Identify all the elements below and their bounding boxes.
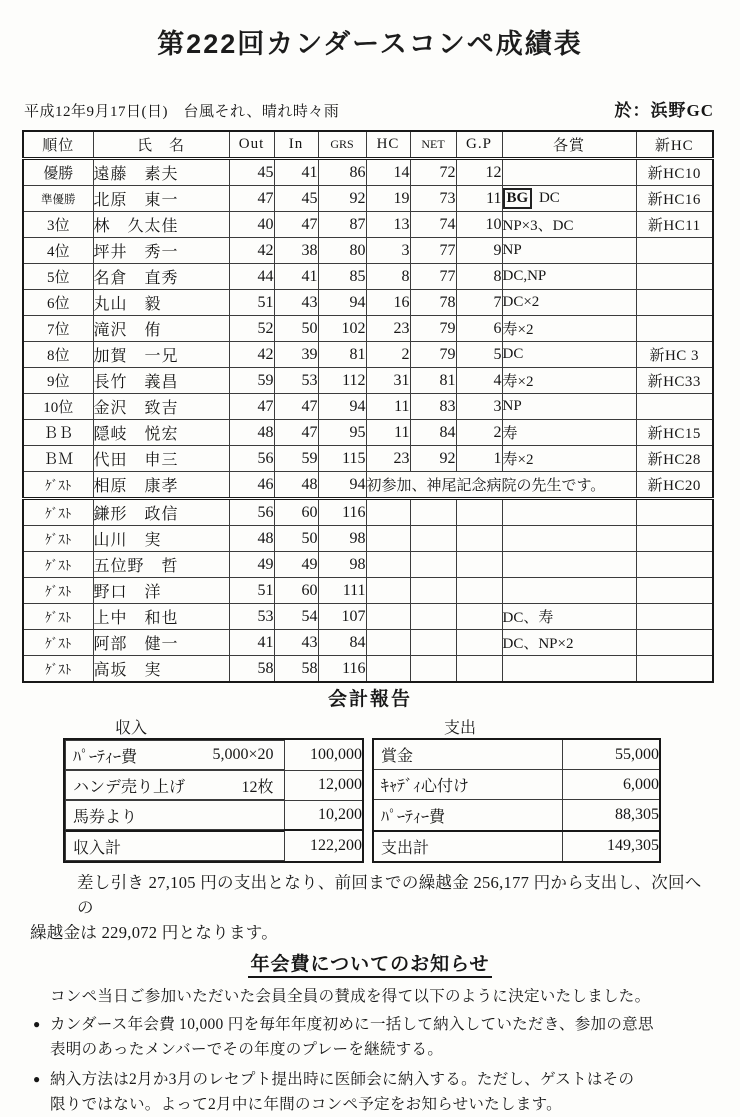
gp-cell <box>456 630 502 656</box>
hc-cell: 3 <box>366 238 410 264</box>
gp-cell: 2 <box>456 420 502 446</box>
grs-cell: 86 <box>318 159 366 186</box>
in-cell: 59 <box>274 446 318 472</box>
grs-cell: 116 <box>318 499 366 526</box>
name-cell: 林 久太佳 <box>93 212 229 238</box>
rank-cell: 7位 <box>23 316 93 342</box>
account-item <box>65 740 284 770</box>
hc-cell: 8 <box>366 264 410 290</box>
item-name: ハンデ売り上げ <box>73 778 186 796</box>
newhc-cell <box>636 656 713 683</box>
out-cell: 45 <box>229 159 274 186</box>
out-cell: 47 <box>229 186 274 212</box>
net-cell: 81 <box>410 368 456 394</box>
rank-cell: ｹﾞｽﾄ <box>23 552 93 578</box>
column-header: In <box>274 131 318 159</box>
name-cell: 北原 東一 <box>93 186 229 212</box>
name-cell: 五位野 哲 <box>93 552 229 578</box>
in-cell: 49 <box>274 552 318 578</box>
newhc-cell <box>636 238 713 264</box>
rank-cell: 5位 <box>23 264 93 290</box>
column-header: Out <box>229 131 274 159</box>
in-cell: 48 <box>274 472 318 499</box>
gp-cell: 8 <box>456 264 502 290</box>
net-cell <box>410 604 456 630</box>
account-amount: 149,305 <box>562 831 660 862</box>
hc-cell <box>366 604 410 630</box>
result-row <box>23 552 713 578</box>
newhc-cell <box>636 499 713 526</box>
gp-cell: 11 <box>456 186 502 212</box>
rank-cell: ＢＢ <box>23 420 93 446</box>
net-cell: 73 <box>410 186 456 212</box>
newhc-cell <box>636 604 713 630</box>
hc-cell <box>366 552 410 578</box>
grs-cell: 111 <box>318 578 366 604</box>
net-cell <box>410 578 456 604</box>
prize-cell: DC,NP <box>502 264 636 290</box>
prize-cell: 寿×2 <box>502 446 636 472</box>
newhc-cell <box>636 552 713 578</box>
prize-cell: 寿×2 <box>502 368 636 394</box>
note-cell: 初参加、神尾記念病院の先生です。 <box>366 472 636 499</box>
grs-cell: 81 <box>318 342 366 368</box>
gp-cell: 1 <box>456 446 502 472</box>
out-cell: 51 <box>229 578 274 604</box>
hc-cell: 11 <box>366 420 410 446</box>
gp-cell: 12 <box>456 159 502 186</box>
net-cell: 83 <box>410 394 456 420</box>
newhc-cell <box>636 526 713 552</box>
in-cell: 54 <box>274 604 318 630</box>
prize-cell <box>502 578 636 604</box>
result-row <box>23 238 713 264</box>
rank-cell: ｹﾞｽﾄ <box>23 472 93 499</box>
name-cell: 遠藤 素夫 <box>93 159 229 186</box>
out-cell: 56 <box>229 446 274 472</box>
prize-cell: DC <box>502 342 636 368</box>
name-cell: 鎌形 政信 <box>93 499 229 526</box>
prize-cell: DC×2 <box>502 290 636 316</box>
item-qty: 5,000×20 <box>212 746 274 763</box>
account-item: 支出計 <box>373 831 562 862</box>
hc-cell: 19 <box>366 186 410 212</box>
account-amount: 122,200 <box>284 830 363 862</box>
grs-cell: 98 <box>318 552 366 578</box>
net-cell <box>410 656 456 683</box>
item-name: 収入計 <box>73 839 122 857</box>
hc-cell: 14 <box>366 159 410 186</box>
gp-cell <box>456 578 502 604</box>
net-cell: 78 <box>410 290 456 316</box>
column-header: 順位 <box>23 131 93 159</box>
grs-cell: 107 <box>318 604 366 630</box>
hc-cell <box>366 630 410 656</box>
account-row <box>64 800 363 830</box>
hc-cell <box>366 526 410 552</box>
accounting-tables <box>63 738 740 863</box>
prize-cell: NP×3、DC <box>502 212 636 238</box>
net-cell <box>410 526 456 552</box>
column-header: G.P <box>456 131 502 159</box>
rank-cell: ｹﾞｽﾄ <box>23 526 93 552</box>
hc-cell: 23 <box>366 316 410 342</box>
hc-cell: 2 <box>366 342 410 368</box>
in-cell: 38 <box>274 238 318 264</box>
net-cell <box>410 630 456 656</box>
newhc-cell <box>636 394 713 420</box>
prize-cell <box>502 159 636 186</box>
newhc-cell: 新HC11 <box>636 212 713 238</box>
summary-line: 差し引き 27,105 円の支出となり、前回までの繰越金 256,177 円から支出し、次回への <box>77 873 702 917</box>
name-cell: 山川 実 <box>93 526 229 552</box>
rank-cell: ＢＭ <box>23 446 93 472</box>
grs-cell: 85 <box>318 264 366 290</box>
grs-cell: 94 <box>318 472 366 499</box>
rank-cell: 3位 <box>23 212 93 238</box>
in-cell: 43 <box>274 630 318 656</box>
rank-cell: 6位 <box>23 290 93 316</box>
grs-cell: 94 <box>318 394 366 420</box>
gp-cell <box>456 526 502 552</box>
results-table <box>22 130 714 683</box>
bullet-line: 限りではない。よって2月中に年間のコンペ予定をお知らせいたします。 <box>50 1096 562 1113</box>
net-cell <box>410 552 456 578</box>
net-cell: 72 <box>410 159 456 186</box>
gp-cell: 6 <box>456 316 502 342</box>
newhc-cell <box>636 264 713 290</box>
newhc-cell: 新HC 3 <box>636 342 713 368</box>
accounting-heading: 会計報告 <box>327 689 412 710</box>
newhc-cell: 新HC16 <box>636 186 713 212</box>
column-header: HC <box>366 131 410 159</box>
income-label: 収入 <box>115 720 148 737</box>
name-cell: 金沢 致吉 <box>93 394 229 420</box>
prize-cell: DC、寿 <box>502 604 636 630</box>
rank-cell: ｹﾞｽﾄ <box>23 656 93 683</box>
account-row <box>64 770 363 800</box>
newhc-cell <box>636 578 713 604</box>
rank-cell: 4位 <box>23 238 93 264</box>
grs-cell: 95 <box>318 420 366 446</box>
out-cell: 42 <box>229 238 274 264</box>
result-row <box>23 578 713 604</box>
out-cell: 56 <box>229 499 274 526</box>
out-cell: 58 <box>229 656 274 683</box>
result-row <box>23 159 713 186</box>
column-header: 新HC <box>636 131 713 159</box>
grs-cell: 98 <box>318 526 366 552</box>
name-cell: 阿部 健一 <box>93 630 229 656</box>
in-cell: 60 <box>274 578 318 604</box>
rank-cell: ｹﾞｽﾄ <box>23 499 93 526</box>
out-cell: 47 <box>229 394 274 420</box>
rank-cell: 優勝 <box>23 159 93 186</box>
item-name: 馬券より <box>73 808 138 826</box>
page-title: 第222回カンダースコンペ成績表 <box>157 29 583 59</box>
result-row <box>23 499 713 526</box>
newhc-cell: 新HC33 <box>636 368 713 394</box>
rank-cell: 8位 <box>23 342 93 368</box>
name-cell: 野口 洋 <box>93 578 229 604</box>
net-cell: 79 <box>410 342 456 368</box>
hc-cell: 23 <box>366 446 410 472</box>
net-cell <box>410 499 456 526</box>
gp-cell: 7 <box>456 290 502 316</box>
venue-text: 於：浜野GC <box>614 101 714 120</box>
income-table <box>63 738 364 863</box>
result-row <box>23 394 713 420</box>
name-cell: 坪井 秀一 <box>93 238 229 264</box>
result-row <box>23 526 713 552</box>
newhc-cell: 新HC10 <box>636 159 713 186</box>
prize-cell: NP <box>502 238 636 264</box>
gp-cell: 4 <box>456 368 502 394</box>
in-cell: 60 <box>274 499 318 526</box>
notice-bullet <box>0 1012 740 1062</box>
prize-cell: DC、NP×2 <box>502 630 636 656</box>
newhc-cell <box>636 630 713 656</box>
account-item <box>65 800 284 830</box>
summary-line: 繰越金は 229,072 円となります。 <box>30 923 279 942</box>
out-cell: 59 <box>229 368 274 394</box>
in-cell: 45 <box>274 186 318 212</box>
accounting-labels <box>0 715 740 736</box>
bullet-line: 表明のあったメンバーでその年度のプレーを継続する。 <box>50 1041 444 1058</box>
net-cell: 77 <box>410 238 456 264</box>
account-row <box>373 800 660 831</box>
item-name: ﾊﾟｰﾃｨｰ費 <box>73 748 138 766</box>
in-cell: 41 <box>274 264 318 290</box>
notice-bullet <box>0 1067 740 1117</box>
account-row <box>373 770 660 800</box>
bg-prize-box: BG <box>503 188 533 209</box>
account-item <box>65 830 284 861</box>
result-row <box>23 446 713 472</box>
name-cell: 滝沢 侑 <box>93 316 229 342</box>
hc-cell: 13 <box>366 212 410 238</box>
date-weather-text: 平成12年9月17日(日) 台風それ、晴れ時々雨 <box>24 104 340 120</box>
result-row <box>23 264 713 290</box>
prize-cell <box>502 552 636 578</box>
hc-cell: 31 <box>366 368 410 394</box>
grs-cell: 94 <box>318 290 366 316</box>
gp-cell <box>456 552 502 578</box>
account-item: 賞金 <box>373 739 562 770</box>
hc-cell: 16 <box>366 290 410 316</box>
name-cell: 長竹 義昌 <box>93 368 229 394</box>
account-amount: 12,000 <box>284 770 363 800</box>
prize-cell <box>502 656 636 683</box>
out-cell: 46 <box>229 472 274 499</box>
prize-cell: 寿 <box>502 420 636 446</box>
name-cell: 上中 和也 <box>93 604 229 630</box>
out-cell: 44 <box>229 264 274 290</box>
out-cell: 40 <box>229 212 274 238</box>
gp-cell <box>456 656 502 683</box>
bullet-icon: ● <box>33 1072 41 1086</box>
grs-cell: 116 <box>318 656 366 683</box>
out-cell: 48 <box>229 526 274 552</box>
account-row <box>64 830 363 862</box>
net-cell: 77 <box>410 264 456 290</box>
rank-cell: ｹﾞｽﾄ <box>23 578 93 604</box>
out-cell: 48 <box>229 420 274 446</box>
item-qty: 12枚 <box>241 778 274 796</box>
column-header: GRS <box>318 131 366 159</box>
column-header: 氏 名 <box>93 131 229 159</box>
account-item: ｷｬﾃﾞｨ心付け <box>373 770 562 800</box>
result-row <box>23 342 713 368</box>
newhc-cell <box>636 316 713 342</box>
account-item <box>65 770 284 800</box>
in-cell: 41 <box>274 159 318 186</box>
bullet-icon: ● <box>33 1017 41 1031</box>
newhc-cell: 新HC20 <box>636 472 713 499</box>
dateline <box>24 96 714 121</box>
out-cell: 52 <box>229 316 274 342</box>
rank-cell: ｹﾞｽﾄ <box>23 604 93 630</box>
gp-cell: 5 <box>456 342 502 368</box>
grs-cell: 92 <box>318 186 366 212</box>
prize-cell: NP <box>502 394 636 420</box>
account-amount: 88,305 <box>562 800 660 831</box>
out-cell: 42 <box>229 342 274 368</box>
result-row <box>23 630 713 656</box>
in-cell: 50 <box>274 316 318 342</box>
in-cell: 39 <box>274 342 318 368</box>
in-cell: 47 <box>274 394 318 420</box>
in-cell: 47 <box>274 212 318 238</box>
name-cell: 隠岐 悦宏 <box>93 420 229 446</box>
result-row <box>23 186 713 212</box>
net-cell: 79 <box>410 316 456 342</box>
bullet-text <box>50 1067 634 1117</box>
notice-heading-text: 年会費についてのお知らせ <box>248 954 491 978</box>
result-row <box>23 212 713 238</box>
grs-cell: 87 <box>318 212 366 238</box>
out-cell: 49 <box>229 552 274 578</box>
name-cell: 高坂 実 <box>93 656 229 683</box>
account-amount: 100,000 <box>284 739 363 770</box>
expense-label: 支出 <box>444 720 477 737</box>
in-cell: 58 <box>274 656 318 683</box>
grs-cell: 115 <box>318 446 366 472</box>
prize-cell: 寿×2 <box>502 316 636 342</box>
net-cell: 92 <box>410 446 456 472</box>
account-row <box>373 739 660 770</box>
result-row <box>23 656 713 683</box>
out-cell: 51 <box>229 290 274 316</box>
account-amount: 10,200 <box>284 800 363 830</box>
result-row <box>23 290 713 316</box>
result-row <box>23 472 713 499</box>
account-row <box>373 831 660 862</box>
account-amount: 55,000 <box>562 739 660 770</box>
rank-cell: 9位 <box>23 368 93 394</box>
grs-cell: 84 <box>318 630 366 656</box>
hc-cell: 11 <box>366 394 410 420</box>
gp-cell: 10 <box>456 212 502 238</box>
notice-intro: コンペ当日ご参加いただいた会員全員の賛成を得て以下のように決定いたしました。 <box>50 988 651 1005</box>
prize-cell: BG DC <box>502 186 636 212</box>
net-cell: 74 <box>410 212 456 238</box>
grs-cell: 112 <box>318 368 366 394</box>
newhc-cell: 新HC28 <box>636 446 713 472</box>
grs-cell: 80 <box>318 238 366 264</box>
net-cell: 84 <box>410 420 456 446</box>
prize-cell <box>502 499 636 526</box>
balance-summary <box>30 870 714 945</box>
gp-cell: 3 <box>456 394 502 420</box>
account-row <box>64 739 363 770</box>
result-row <box>23 316 713 342</box>
result-row <box>23 368 713 394</box>
column-header: 各賞 <box>502 131 636 159</box>
results-header-row <box>23 131 713 159</box>
bullet-line: カンダース年会費 10,000 円を毎年年度初めに一括して納入していただき、参加の意思 <box>50 1016 654 1033</box>
notice-heading <box>0 949 740 976</box>
in-cell: 50 <box>274 526 318 552</box>
name-cell: 名倉 直秀 <box>93 264 229 290</box>
gp-cell <box>456 604 502 630</box>
name-cell: 加賀 一兄 <box>93 342 229 368</box>
account-item: ﾊﾟｰﾃｨｰ費 <box>373 800 562 831</box>
rank-cell: 準優勝 <box>23 186 93 212</box>
newhc-cell <box>636 290 713 316</box>
name-cell: 相原 康孝 <box>93 472 229 499</box>
out-cell: 41 <box>229 630 274 656</box>
grs-cell: 102 <box>318 316 366 342</box>
bullet-line: 納入方法は2月か3月のレセプト提出時に医師会に納入する。ただし、ゲストはその <box>50 1071 635 1088</box>
in-cell: 53 <box>274 368 318 394</box>
hc-cell <box>366 578 410 604</box>
gp-cell <box>456 499 502 526</box>
gp-cell: 9 <box>456 238 502 264</box>
bullet-text <box>50 1012 654 1062</box>
name-cell: 代田 申三 <box>93 446 229 472</box>
in-cell: 43 <box>274 290 318 316</box>
result-row <box>23 604 713 630</box>
column-header: NET <box>410 131 456 159</box>
prize-cell <box>502 526 636 552</box>
result-row <box>23 420 713 446</box>
rank-cell: ｹﾞｽﾄ <box>23 630 93 656</box>
expense-table <box>372 738 661 863</box>
hc-cell <box>366 656 410 683</box>
name-cell: 丸山 毅 <box>93 290 229 316</box>
rank-cell: 10位 <box>23 394 93 420</box>
hc-cell <box>366 499 410 526</box>
notice-bullet-list <box>0 1012 740 1117</box>
account-amount: 6,000 <box>562 770 660 800</box>
out-cell: 53 <box>229 604 274 630</box>
in-cell: 47 <box>274 420 318 446</box>
newhc-cell: 新HC15 <box>636 420 713 446</box>
